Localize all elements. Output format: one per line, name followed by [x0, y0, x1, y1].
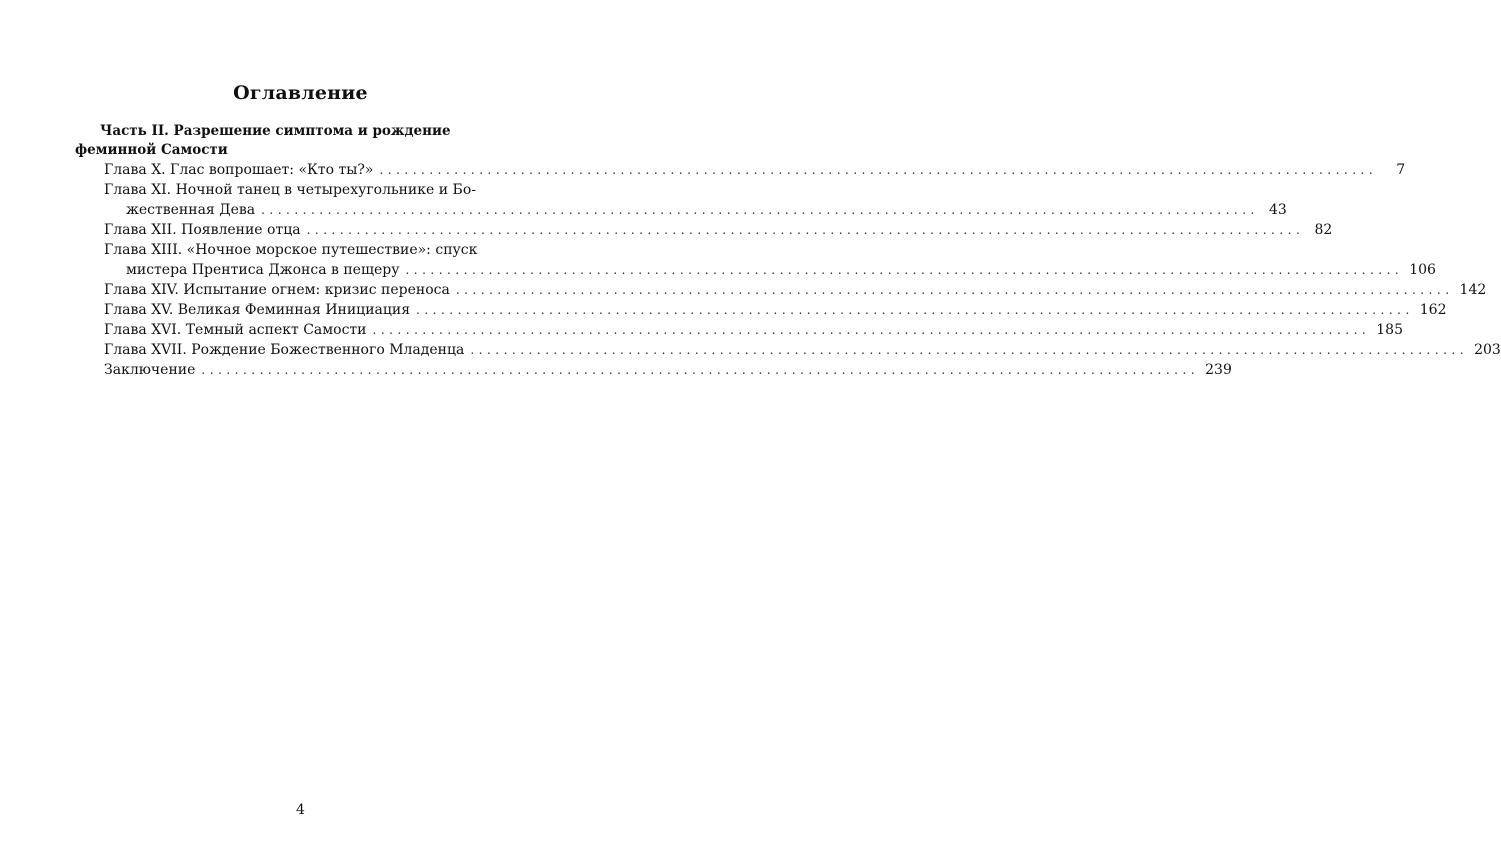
- toc-entry: [104, 220, 1333, 240]
- dot-leader: ........................................................................................................................: [201, 363, 1200, 377]
- toc-entry: [104, 360, 1232, 380]
- toc-entry-title: мистера Прентиса Джонса в пещеру: [126, 262, 400, 278]
- toc-entry: [104, 320, 1403, 340]
- part-heading-line-1: Часть II. Разрешение симптома и рождение: [100, 123, 451, 139]
- toc-entry: [104, 280, 1487, 300]
- part-heading-line-2: феминной Самости: [75, 142, 228, 158]
- table-of-contents: [104, 160, 1501, 380]
- toc-page-number: 7: [1396, 162, 1406, 178]
- toc-entry-title: Глава XV. Великая Феминная Инициация: [104, 302, 411, 318]
- toc-entry: [104, 340, 1501, 360]
- toc-entry: [104, 260, 1436, 280]
- toc-entry-title: Глава X. Глас вопрошает: «Кто ты?»: [104, 162, 374, 178]
- toc-entry-title: Глава XI. Ночной танец в четырехугольнике и Бо-: [104, 182, 476, 198]
- toc-entry: [104, 160, 1406, 180]
- toc-entry: [104, 240, 500, 260]
- toc-entry-title: Глава XII. Появление отца: [104, 222, 301, 238]
- toc-entry-title: Глава XVI. Темный аспект Самости: [104, 322, 367, 338]
- toc-page-number: 185: [1376, 322, 1403, 338]
- dot-leader: ........................................................................................................................: [405, 263, 1404, 277]
- toc-entry-title: жественная Дева: [126, 202, 256, 218]
- part-heading: [75, 122, 505, 160]
- page-number: 4: [296, 802, 305, 818]
- toc-entry-title: Глава XIII. «Ночное морское путешествие»: спуск: [104, 242, 478, 258]
- toc-entry: [104, 180, 500, 200]
- toc-page-number: 162: [1419, 302, 1447, 318]
- toc-page-number: 142: [1459, 282, 1487, 298]
- toc-page-number: 203: [1474, 342, 1501, 358]
- toc-entry: [104, 200, 1287, 220]
- dot-leader: ........................................................................................................................: [416, 303, 1414, 317]
- dot-leader: ........................................................................................................................: [261, 203, 1259, 217]
- toc-page-number: 82: [1314, 222, 1333, 238]
- dot-leader: ........................................................................................................................: [470, 343, 1469, 357]
- toc-entry-title: Глава XVII. Рождение Божественного Младенца: [104, 342, 465, 358]
- toc-page-number: 43: [1269, 202, 1287, 218]
- toc-page-number: 239: [1205, 362, 1232, 378]
- dot-leader: ........................................................................................................................: [455, 283, 1454, 297]
- toc-page-number: 106: [1409, 262, 1436, 278]
- dot-leader: ........................................................................................................................: [379, 163, 1378, 177]
- toc-entry-title: Глава XIV. Испытание огнем: кризис переноса: [104, 282, 450, 298]
- dot-leader: ........................................................................................................................: [306, 223, 1305, 237]
- toc-entry-title: Заключение: [104, 362, 196, 378]
- dot-leader: ........................................................................................................................: [372, 323, 1371, 337]
- page-title: Оглавление: [233, 82, 368, 104]
- toc-entry: [104, 300, 1447, 320]
